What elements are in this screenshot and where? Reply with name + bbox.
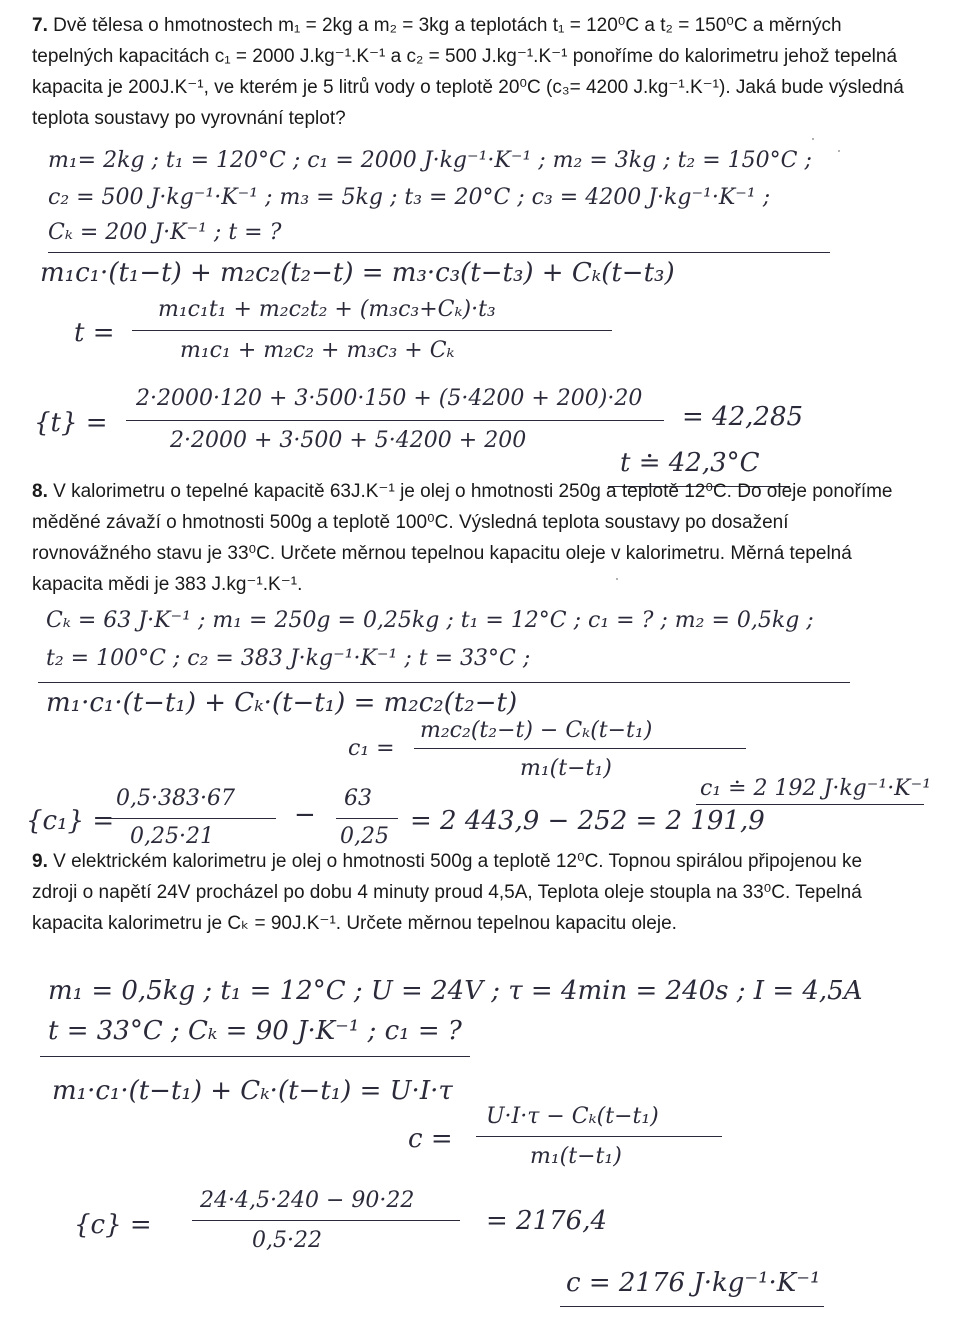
scan-speck — [616, 578, 618, 580]
p8-given-line-2: t₂ = 100°C ; c₂ = 383 J·kg⁻¹·K⁻¹ ; t = 33°C ; — [46, 646, 531, 671]
problem-9-statement: V elektrickém kalorimetru je olej o hmotnosti 500g a teplotě 12⁰C. Topnou spirálou připojenou ke zdroji o napětí 24V procházel po dobu 4 minuty proud 4,5A, Teplota oleje stoupla na 33⁰C. Tepelná kapacita kalorimetru je Cₖ = 90J.K⁻¹. Určete měrnou tepelnou kapacitu oleje. — [32, 851, 863, 934]
p9-given-line-2: t = 33°C ; Cₖ = 90 J·K⁻¹ ; c₁ = ? — [48, 1016, 462, 1046]
p8-calc-b-fraction-bar — [336, 818, 398, 819]
p9-c-fraction-bar — [476, 1136, 722, 1137]
p7-separator-line — [48, 252, 830, 253]
problem-8-statement: V kalorimetru o tepelné kapacitě 63J.K⁻¹ je olej o hmotnosti 250g a teplotě 12⁰C. Do oleje ponoříme měděné závaží o hmotnosti 500g a teplotě 100⁰C. Výsledná teplota soustavy po dosažení rovnovážného stavu je 33⁰C. Určete měrnou tepelnou kapacitu oleje v kalorimetru. Měrná tepelná kapacita mědi je 383 J.kg⁻¹.K⁻¹. — [32, 481, 893, 595]
p8-calc-a-fraction-bar — [110, 818, 276, 819]
p9-calc-denominator: 0,5·22 — [252, 1228, 322, 1253]
p7-given-line-2: c₂ = 500 J·kg⁻¹·K⁻¹ ; m₃ = 5kg ; t₃ = 20°C ; c₃ = 4200 J·kg⁻¹·K⁻¹ ; — [48, 185, 771, 210]
p8-answer-underline — [696, 804, 924, 805]
scan-speck — [812, 138, 814, 140]
p8-calc-result: = 2 443,9 − 252 = 2 191,9 — [410, 806, 765, 836]
problem-8-text — [32, 476, 912, 600]
p7-calc-fraction-bar — [126, 420, 664, 421]
p7-given-line-3: Cₖ = 200 J·K⁻¹ ; t = ? — [48, 220, 282, 245]
p8-c1-denominator: m₁(t−t₁) — [520, 756, 612, 781]
p9-answer-underline — [560, 1306, 824, 1307]
p9-given-line-1: m₁ = 0,5kg ; t₁ = 12°C ; U = 24V ; τ = 4min = 240s ; I = 4,5A — [48, 976, 863, 1006]
p9-separator-line — [40, 1056, 470, 1057]
p8-c1-label: c₁ = — [348, 736, 395, 761]
p8-c1-numerator: m₂c₂(t₂−t) − Cₖ(t−t₁) — [420, 718, 653, 743]
p8-calc-minus: − — [294, 800, 316, 830]
p7-t-denominator: m₁c₁ + m₂c₂ + m₃c₃ + Cₖ — [180, 338, 455, 363]
p8-calc-a-numerator: 0,5·383·67 — [116, 786, 235, 811]
p8-calc-label: {c₁} = — [26, 806, 115, 836]
p9-calc-numerator: 24·4,5·240 − 90·22 — [200, 1188, 415, 1213]
p7-calc-numerator: 2·2000·120 + 3·500·150 + (5·4200 + 200)·20 — [136, 386, 643, 411]
p8-final-answer: c₁ ≐ 2 192 J·kg⁻¹·K⁻¹ — [700, 776, 932, 801]
problem-7-statement: Dvě tělesa o hmotnostech m₁ = 2kg a m₂ = 3kg a teplotách t₁ = 120⁰C a t₂ = 150⁰C a měrných tepelných kapacitách c₁ = 2000 J.kg⁻¹.K⁻¹ a c₂ = 500 J.kg⁻¹.K⁻¹ ponoříme do kalorimetru jehož tepelná kapacita je 200J.K⁻¹, ve kterém je 5 litrů vody o teplotě 20⁰C (c₃= 4200 J.kg⁻¹.K⁻¹). Jaká bude výsledná teplota soustavy po vyrovnání teplot? — [32, 15, 904, 129]
p7-calc-label: {t} = — [34, 408, 108, 438]
p7-balance-equation: m₁c₁·(t₁−t) + m₂c₂(t₂−t) = m₃·c₃(t−t₃) + Cₖ(t−t₃) — [40, 258, 675, 288]
p7-calc-result: = 42,285 — [682, 402, 804, 432]
problem-9-number: 9. — [32, 851, 48, 872]
p8-c1-fraction-bar — [414, 748, 746, 749]
scan-speck — [838, 150, 840, 152]
p8-calc-a-denominator: 0,25·21 — [130, 824, 214, 849]
p7-final-answer: t ≐ 42,3°C — [620, 448, 760, 478]
p9-calc-result: = 2176,4 — [486, 1206, 608, 1236]
p7-calc-denominator: 2·2000 + 3·500 + 5·4200 + 200 — [170, 428, 527, 453]
p9-final-answer: c = 2176 J·kg⁻¹·K⁻¹ — [566, 1268, 821, 1298]
p8-balance-equation: m₁·c₁·(t−t₁) + Cₖ·(t−t₁) = m₂c₂(t₂−t) — [46, 688, 518, 718]
p7-t-numerator: m₁c₁t₁ + m₂c₂t₂ + (m₃c₃+Cₖ)·t₃ — [158, 297, 496, 322]
problem-9-text — [32, 846, 912, 939]
p7-t-fraction-bar — [132, 330, 612, 331]
p9-calc-fraction-bar — [192, 1220, 460, 1221]
p9-calc-label: {c} = — [74, 1210, 152, 1240]
p9-c-numerator: U·I·τ − Cₖ(t−t₁) — [486, 1104, 659, 1129]
p8-calc-b-denominator: 0,25 — [340, 824, 389, 849]
p9-balance-equation: m₁·c₁·(t−t₁) + Cₖ·(t−t₁) = U·I·τ — [52, 1076, 453, 1106]
p8-calc-b-numerator: 63 — [344, 786, 372, 811]
p8-separator-line — [38, 682, 850, 683]
p7-given-line-1: m₁= 2kg ; t₁ = 120°C ; c₁ = 2000 J·kg⁻¹·K⁻¹ ; m₂ = 3kg ; t₂ = 150°C ; — [48, 148, 812, 173]
p9-c-denominator: m₁(t−t₁) — [530, 1144, 622, 1169]
problem-7-text — [32, 10, 912, 134]
problem-7-number: 7. — [32, 15, 48, 36]
p8-given-line-1: Cₖ = 63 J·K⁻¹ ; m₁ = 250g = 0,25kg ; t₁ = 12°C ; c₁ = ? ; m₂ = 0,5kg ; — [46, 608, 814, 633]
p7-t-label: t = — [74, 318, 115, 348]
problem-8-number: 8. — [32, 481, 48, 502]
p9-c-label: c = — [408, 1124, 453, 1154]
